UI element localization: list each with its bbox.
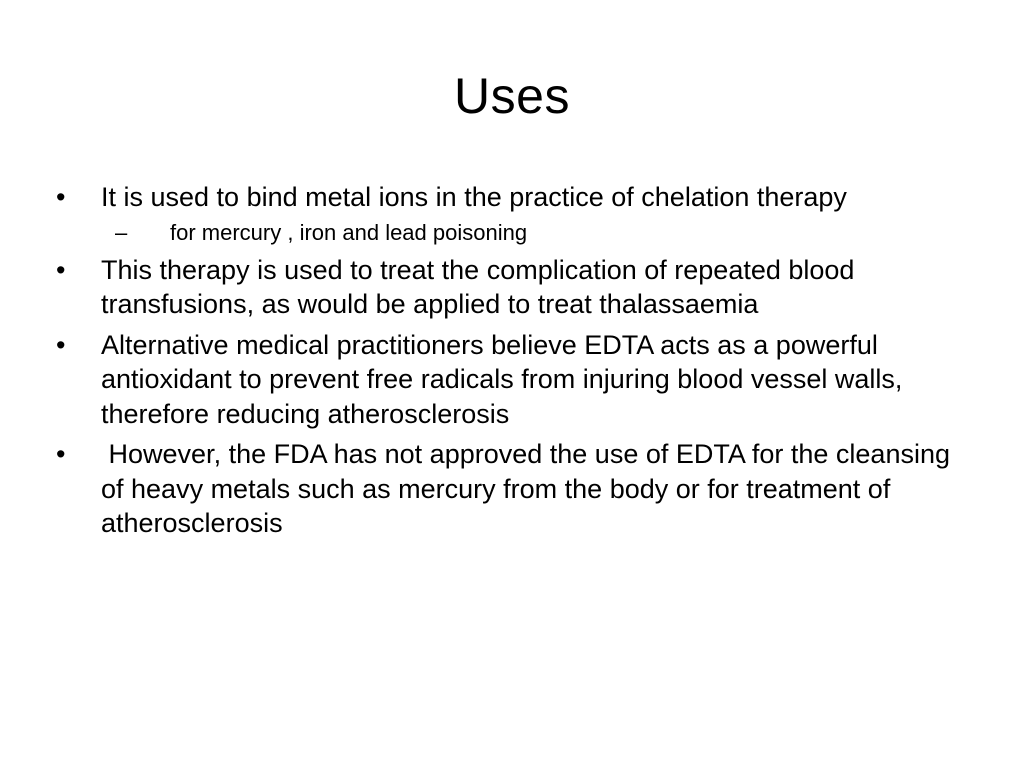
- sub-bullet-list: [101, 219, 956, 247]
- bullet-text: However, the FDA has not approved the use of EDTA for the cleansing of heavy metals such as mercury from the body or for treatment of atherosclerosis: [101, 439, 958, 538]
- bullet-text: It is used to bind metal ions in the practice of chelation therapy: [101, 182, 847, 212]
- bullet-item: [56, 437, 956, 541]
- slide-title: Uses: [454, 68, 570, 124]
- bullet-icon: •: [56, 254, 66, 285]
- bullet-icon: •: [56, 439, 66, 469]
- bullet-item: [56, 180, 956, 247]
- sub-bullet-item: [113, 219, 956, 247]
- bullet-list: [56, 180, 956, 547]
- bullet-text: This therapy is used to treat the complication of repeated blood transfusions, as would be applied to treat thalassaemia: [101, 254, 855, 319]
- bullet-icon: •: [56, 182, 66, 212]
- bullet-item: [56, 253, 956, 322]
- bullet-item: [56, 328, 956, 432]
- bullet-icon: •: [56, 329, 66, 360]
- bullet-text: Alternative medical practitioners believe EDTA acts as a powerful antioxidant to prevent free radicals from injuring blood vessel walls, therefore reducing atherosclerosis: [101, 329, 903, 429]
- dash-icon: –: [115, 219, 128, 245]
- sub-bullet-text: for mercury , iron and lead poisoning: [170, 219, 528, 245]
